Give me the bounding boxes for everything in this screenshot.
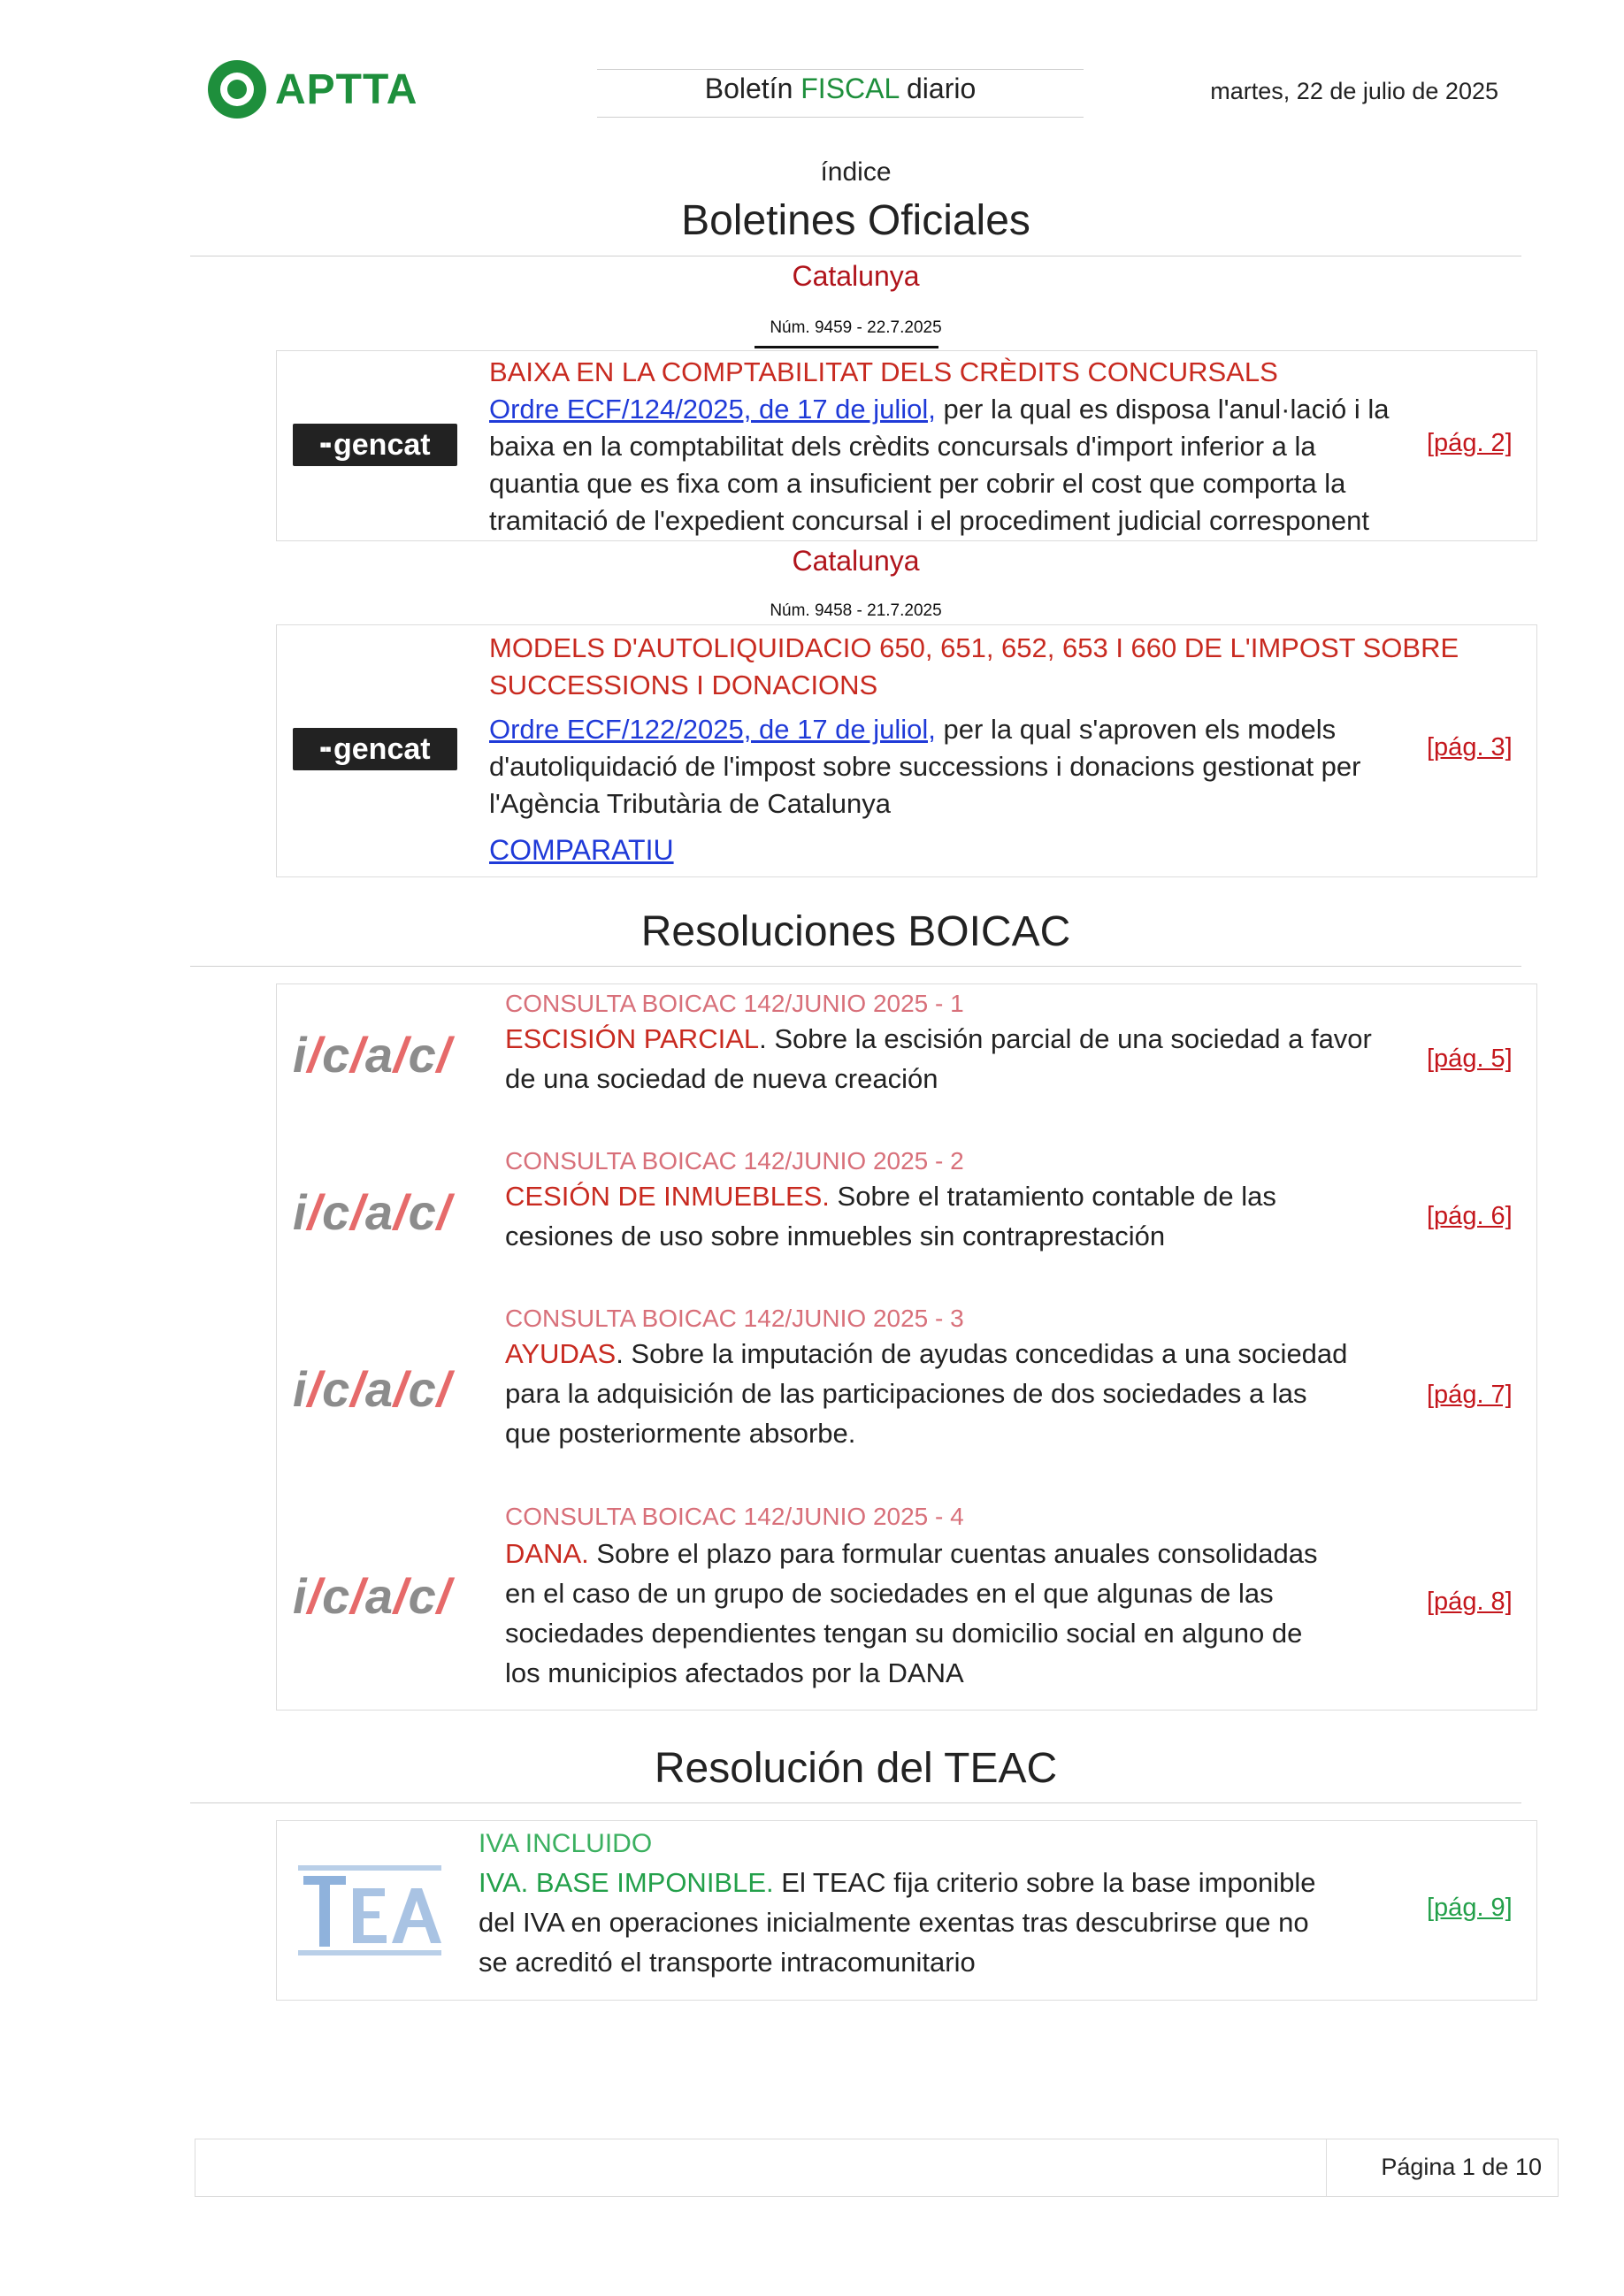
entry-body-line: d'autoliquidació de l'impost sobre successions i donacions gestionat per (489, 751, 1361, 782)
consulta-label: CONSULTA BOICAC 142/JUNIO 2025 - 4 (505, 1503, 964, 1530)
entry-heading: MODELS D'AUTOLIQUIDACIO 650, 651, 652, 653 I 660 DE L'IMPOST SOBRE (489, 632, 1459, 663)
teac-label: IVA INCLUIDO (479, 1829, 653, 1858)
entry-body-line: para la adquisición de las participaciones de dos sociedades a las (505, 1378, 1307, 1409)
page-link[interactable]: [pág. 9] (1427, 1894, 1513, 1922)
icac-logo: i / c / a / c / (293, 1567, 452, 1624)
page-link[interactable]: [pág. 6] (1427, 1202, 1513, 1230)
entry-tag: ESCISIÓN PARCIAL (505, 1023, 760, 1054)
footer-divider (1326, 2139, 1327, 2196)
entry-body-line: tramitació de l'expedient concursal i el procediment judicial corresponent (489, 505, 1369, 536)
entry-body-line: se acreditó el transporte intracomunitario (479, 1947, 976, 1978)
entry-body-line: baixa en la comptabilitat dels crèdits concursals d'import inferior a la (489, 431, 1316, 462)
header-date: martes, 22 de julio de 2025 (1210, 78, 1498, 104)
entry-body-line: CESIÓN DE INMUEBLES. Sobre el tratamiento contable de las (505, 1181, 1276, 1212)
page-link[interactable]: [pág. 2] (1427, 429, 1513, 457)
entry-box-boicac (276, 983, 1537, 1711)
consulta-label: CONSULTA BOICAC 142/JUNIO 2025 - 2 (505, 1147, 964, 1175)
region-heading: Catalunya (792, 545, 920, 577)
entry-body-line: sociedades dependientes tengan su domicilio social en alguno de (505, 1618, 1303, 1649)
index-label: índice (820, 157, 892, 187)
region-heading: Catalunya (792, 260, 920, 292)
section-title-boicac: Resoluciones BOICAC (640, 908, 1071, 955)
entry-heading: BAIXA EN LA COMPTABILITAT DELS CRÈDITS CONCURSALS (489, 356, 1278, 387)
comparatiu-link[interactable]: COMPARATIU (489, 834, 674, 866)
entry-body-line: IVA. BASE IMPONIBLE. El TEAC fija criterio sobre la base imponible (479, 1867, 1316, 1898)
icac-logo: i / c / a / c / (293, 1183, 452, 1240)
entry-box-teac (276, 1820, 1537, 2001)
entry-tag: CESIÓN DE INMUEBLES. (505, 1181, 830, 1212)
bulletin-number-underline (755, 346, 938, 348)
consulta-label: CONSULTA BOICAC 142/JUNIO 2025 - 3 (505, 1305, 964, 1332)
entry-body-line: cesiones de uso sobre inmuebles sin contraprestación (505, 1221, 1166, 1251)
teac-logo-icon (295, 1862, 445, 1959)
entry-tag: IVA. BASE IMPONIBLE. (479, 1867, 774, 1898)
entry-body-line: Ordre ECF/124/2025, de 17 de juliol, per la qual es disposa l'anul·lació i la (489, 394, 1390, 425)
section-rule (190, 1802, 1521, 1803)
entry-body-line: Ordre ECF/122/2025, de 17 de juliol, per la qual s'aproven els models (489, 714, 1337, 745)
entry-body-line: en el caso de un grupo de sociedades en el que algunas de las (505, 1578, 1274, 1609)
entry-tag: AYUDAS (505, 1338, 617, 1369)
page-link[interactable]: [pág. 3] (1427, 733, 1513, 762)
bulletin-number: Núm. 9458 - 21.7.2025 (770, 601, 942, 620)
page-link[interactable]: [pág. 8] (1427, 1588, 1513, 1616)
bulletin-title (597, 73, 1084, 105)
logo-text: APTTA (275, 65, 418, 113)
entry-body-line: que posteriormente absorbe. (505, 1418, 856, 1449)
bulletin-number: Núm. 9459 - 22.7.2025 (770, 318, 942, 337)
page-footer (195, 2139, 1559, 2197)
section-title-boletines: Boletines Oficiales (681, 197, 1030, 244)
entry-body-line: ESCISIÓN PARCIAL. Sobre la escisión parcial de una sociedad a favor (505, 1023, 1372, 1054)
icac-logo: i / c / a / c / (293, 1360, 452, 1417)
gencat-logo: ▪▪ gencat (293, 728, 457, 770)
header-rule-bottom (597, 117, 1084, 118)
entry-body-line: AYUDAS. Sobre la imputación de ayudas concedidas a una sociedad (505, 1338, 1348, 1369)
entry-body-line: DANA. Sobre el plazo para formular cuentas anuales consolidadas (505, 1538, 1318, 1569)
order-link[interactable]: Ordre ECF/122/2025, de 17 de juliol, (489, 714, 936, 745)
entry-body-line: quantia que es fixa com a insuficient per cobrir el cost que comporta la (489, 468, 1346, 499)
entry-body-line: l'Agència Tributària de Catalunya (489, 788, 891, 819)
header-rule-top (597, 69, 1084, 70)
page-number: Página 1 de 10 (1381, 2154, 1542, 2180)
page-link[interactable]: [pág. 5] (1427, 1045, 1513, 1073)
icac-logo: i / c / a / c / (293, 1026, 452, 1083)
entry-heading: SUCCESSIONS I DONACIONS (489, 670, 878, 700)
entry-body-line: de una sociedad de nueva creación (505, 1063, 938, 1094)
title-post: diario (899, 73, 977, 104)
entry-body-line: los municipios afectados por la DANA (505, 1657, 964, 1688)
title-fiscal: FISCAL (801, 73, 900, 104)
entry-box (276, 350, 1537, 541)
entry-tag: DANA. (505, 1538, 589, 1569)
page-link[interactable]: [pág. 7] (1427, 1381, 1513, 1409)
gencat-logo: ▪▪ gencat (293, 424, 457, 466)
title-pre: Boletín (704, 73, 801, 104)
order-link[interactable]: Ordre ECF/124/2025, de 17 de juliol, (489, 394, 936, 425)
aptta-logo (208, 60, 417, 119)
entry-box (276, 624, 1537, 877)
section-title-teac: Resolución del TEAC (654, 1745, 1058, 1792)
consulta-label: CONSULTA BOICAC 142/JUNIO 2025 - 1 (505, 990, 964, 1017)
section-rule (190, 966, 1521, 967)
aptta-logo-icon (208, 60, 266, 119)
entry-body-line: del IVA en operaciones inicialmente exentas tras descubrirse que no (479, 1907, 1309, 1938)
